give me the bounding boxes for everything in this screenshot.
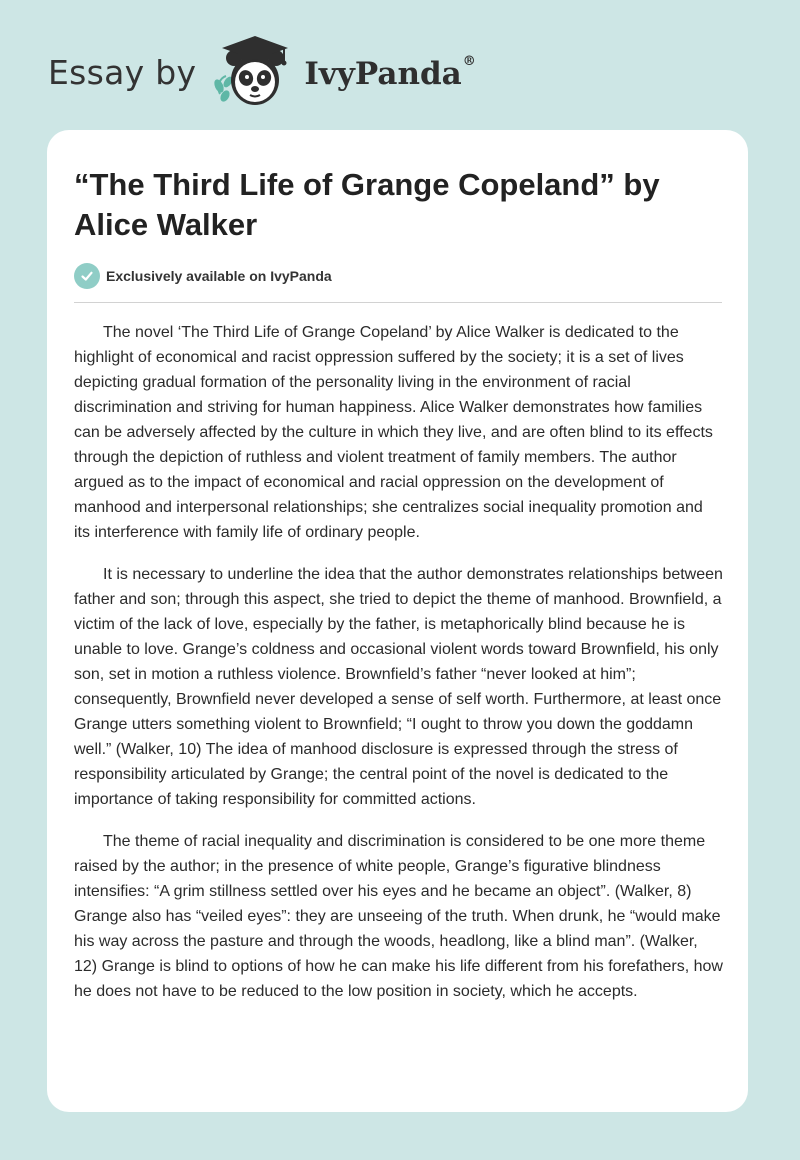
essay-paragraph: The novel ‘The Third Life of Grange Copeland’ by Alice Walker is dedicated to the highlight of economical and racist oppression suffered by the society; it is a set of lives depicting gradual formation of the personality living in the environment of racial discrimination and striving for human happiness. Alice Walker demonstrates how families can be adversely affected by the culture in which they live, and are often blind to its effects through the depiction of ruthless and violent treatment of family members. The author argued as to the impact of economical and racial oppression on the development of manhood and interpersonal relationships; she centralizes social inequality promotion and its interference with family life of ordinary people.	[74, 324, 713, 541]
registered-mark: ®	[462, 53, 476, 69]
essay-by-label: Essay by	[48, 52, 197, 92]
check-icon	[74, 263, 100, 289]
site-header	[48, 34, 476, 110]
exclusive-badge	[74, 263, 332, 289]
panda-graduation-cap-icon[interactable]	[210, 34, 300, 110]
essay-paragraph: It is necessary to underline the idea that the author demonstrates relationships between father and son; through this aspect, she tried to depict the theme of manhood. Brownfield, a victim of the lack of love, especially by the father, is metaphorically blind because he is unable to love. Grange’s coldness and occasional violent words toward Brownfield, his only son, set in motion a ruthless violence. Brownfield’s father “never looked at him”; consequently, Brownfield never developed a sense of self worth. Furthermore, at least once Grange utters something violent to Brownfield; “I ought to throw you down the goddamn well.” (Walker, 10) The idea of manhood disclosure is expressed through the stress of responsibility articulated by Grange; the central point of the novel is dedicated to the importance of taking responsibility for committed actions.	[74, 566, 723, 808]
brand-name[interactable]	[304, 53, 476, 92]
brand-text: IvyPanda	[304, 56, 462, 92]
title-divider	[74, 302, 722, 303]
essay-body	[74, 320, 723, 1021]
essay-card	[47, 130, 748, 1112]
exclusive-badge-label: Exclusively available on IvyPanda	[106, 268, 332, 284]
essay-paragraph: The theme of racial inequality and discrimination is considered to be one more theme raised by the author; in the presence of white people, Grange’s figurative blindness intensifies: “A grim stillness settled over his eyes and he became an object”. (Walker, 8) Grange also has “veiled eyes”: they are unseeing of the truth. When drunk, he “would make his way across the pasture and through the woods, headlong, like a blind man”. (Walker, 12) Grange is blind to options of how he can make his life different from his forefathers, how he does not have to be reduced to the low position in society, which he accepts.	[74, 833, 723, 1000]
essay-title: “The Third Life of Grange Copeland” by Alice Walker	[74, 167, 660, 242]
